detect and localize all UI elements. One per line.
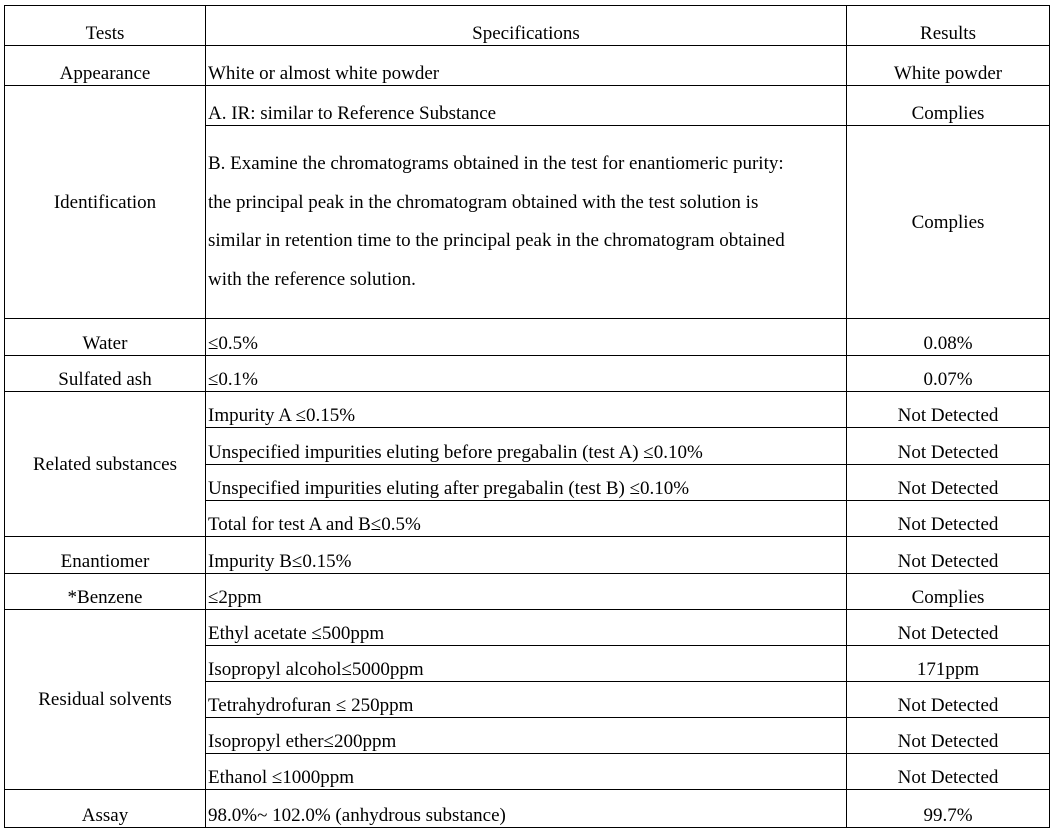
test-benzene: *Benzene <box>5 574 206 610</box>
test-enantiomer: Enantiomer <box>5 537 206 574</box>
header-specifications: Specifications <box>206 6 847 46</box>
spec-ethanol: Ethanol ≤1000ppm <box>206 754 847 790</box>
result-unspecified-after: Not Detected <box>847 465 1050 501</box>
result-appearance: White powder <box>847 46 1050 86</box>
test-sulfated-ash: Sulfated ash <box>5 356 206 392</box>
test-identification: Identification <box>5 86 206 319</box>
spec-assay: 98.0%~ 102.0% (anhydrous substance) <box>206 790 847 828</box>
spec-isopropyl-alcohol: Isopropyl alcohol≤5000ppm <box>206 646 847 682</box>
spec-ethyl-acetate: Ethyl acetate ≤500ppm <box>206 610 847 646</box>
result-assay: 99.7% <box>847 790 1050 828</box>
result-isopropyl-ether: Not Detected <box>847 718 1050 754</box>
spec-sulfated-ash: ≤0.1% <box>206 356 847 392</box>
spec-line: the principal peak in the chromatogram obtained with the test solution is <box>208 191 759 213</box>
spec-identification-b <box>206 126 847 319</box>
result-benzene: Complies <box>847 574 1050 610</box>
result-sulfated-ash: 0.07% <box>847 356 1050 392</box>
spec-appearance: White or almost white powder <box>206 46 847 86</box>
result-ethanol: Not Detected <box>847 754 1050 790</box>
spec-isopropyl-ether: Isopropyl ether≤200ppm <box>206 718 847 754</box>
spec-line: B. Examine the chromatograms obtained in the test for enantiomeric purity: <box>208 153 784 174</box>
spec-water: ≤0.5% <box>206 319 847 356</box>
header-results: Results <box>847 6 1050 46</box>
result-isopropyl-alcohol: 171ppm <box>847 646 1050 682</box>
spec-benzene: ≤2ppm <box>206 574 847 610</box>
test-water: Water <box>5 319 206 356</box>
test-assay: Assay <box>5 790 206 828</box>
result-impurity-a: Not Detected <box>847 392 1050 428</box>
result-impurity-b: Not Detected <box>847 537 1050 574</box>
spec-impurity-b: Impurity B≤0.15% <box>206 537 847 574</box>
results-table <box>4 5 1050 828</box>
spec-identification-a: A. IR: similar to Reference Substance <box>206 86 847 126</box>
spec-line: similar in retention time to the principal peak in the chromatogram obtained <box>208 230 785 251</box>
spec-unspecified-before: Unspecified impurities eluting before pregabalin (test A) ≤0.10% <box>206 428 847 465</box>
result-water: 0.08% <box>847 319 1050 356</box>
test-residual-solvents: Residual solvents <box>5 610 206 790</box>
header-tests: Tests <box>5 6 206 46</box>
result-tetrahydrofuran: Not Detected <box>847 682 1050 718</box>
result-unspecified-before: Not Detected <box>847 428 1050 465</box>
spec-impurity-a: Impurity A ≤0.15% <box>206 392 847 428</box>
result-identification-b: Complies <box>847 126 1050 319</box>
spec-line: with the reference solution. <box>208 268 416 290</box>
result-total-a-b: Not Detected <box>847 501 1050 537</box>
result-ethyl-acetate: Not Detected <box>847 610 1050 646</box>
result-identification-a: Complies <box>847 86 1050 126</box>
spec-tetrahydrofuran: Tetrahydrofuran ≤ 250ppm <box>206 682 847 718</box>
spec-unspecified-after: Unspecified impurities eluting after pregabalin (test B) ≤0.10% <box>206 465 847 501</box>
test-related-substances: Related substances <box>5 392 206 537</box>
test-appearance: Appearance <box>5 46 206 86</box>
spec-total-a-b: Total for test A and B≤0.5% <box>206 501 847 537</box>
